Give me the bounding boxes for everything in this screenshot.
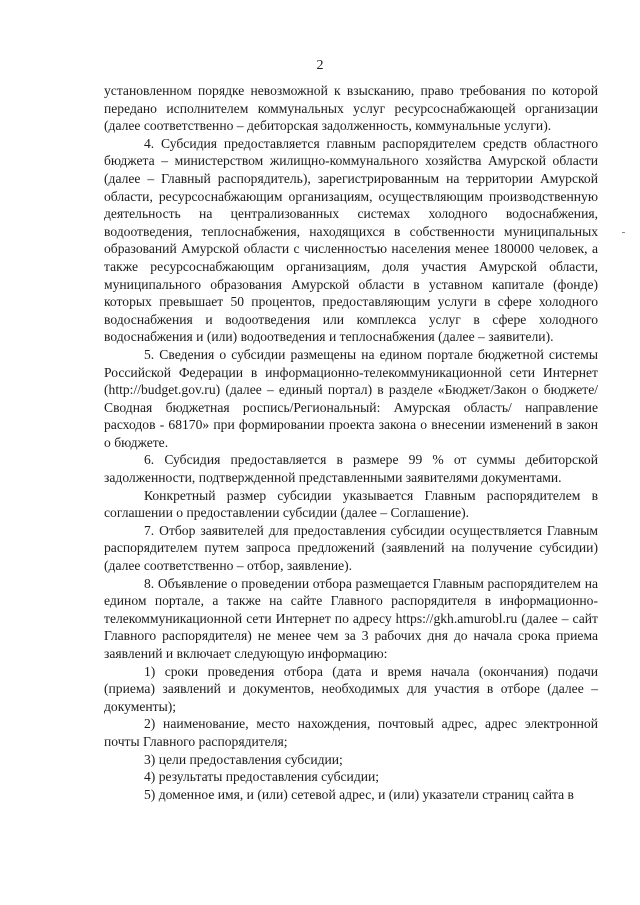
- paragraph-intro: установленном порядке невозможной к взысканию, право требования по которой передано исполнителем коммунальных услуг ресурсоснабжающей организации (далее соответственно – дебиторская задолженность, коммунальные услуги).: [104, 83, 598, 134]
- paragraph-5: 5. Сведения о субсидии размещены на едином портале бюджетной системы Российской Федерации в информационно-телекоммуникационной сети Интернет (http://budget.gov.ru) (далее – единый портал) в разделе «Бюджет/Закон о бюджете/Сводная бюджетная роспись/Региональный: Амурская область/ направление расходов - 68170» при формировании проекта закона о внесении изменений в закон о бюджете.: [104, 346, 598, 450]
- paragraph-4: 4. Субсидия предоставляется главным распорядителем средств областного бюджета – министерством жилищно-коммунального хозяйства Амурской области (далее – Главный распорядитель), зарегистрированным на территории Амурской области, ресурсоснабжающим организациям, осуществляющим производственную деятельность на централизованных системах холодного водоснабжения, водоотведения, теплоснабжения, находящихся в собственности муниципальных образований Амурской области с численностью населения менее 180000 человек, а также ресурсоснабжающим организациям, доля участия Амурской области, муниципального образования Амурской области в уставном капитале (фонде) которых превышает 50 процентов, предоставляющим услуги в сфере холодного водоснабжения и водоотведения или комплекса услуг в сфере холодного водоснабжения и (или) водоотведения и теплоснабжения (далее – заявители).: [104, 135, 598, 345]
- page-number: 2: [316, 58, 324, 73]
- paragraph-6: 6. Субсидия предоставляется в размере 99 % от суммы дебиторской задолженности, подтвержденной представленными заявителями документами.: [104, 452, 598, 486]
- paragraph-7: 7. Отбор заявителей для предоставления субсидии осуществляется Главным распорядителем путем запроса предложений (заявлений на получение субсидии) (далее соответственно – отбор, заявление).: [104, 522, 598, 574]
- scan-artifact: [622, 232, 625, 233]
- paragraph-8: 8. Объявление о проведении отбора размещается Главным распорядителем на едином портале, а также на сайте Главного распорядителя в информационно-телекоммуникационной сети Интернет по адресу https://gkh.amurobl.ru (далее – сайт Главного распорядителя) не менее чем за 3 рабочих дня до начала срока приема заявлений и включает следующую информацию:: [104, 575, 598, 661]
- list-item-2: 2) наименование, место нахождения, почтовый адрес, адрес электронной почты Главного распорядителя;: [104, 716, 598, 749]
- list-item-4: 4) результаты предоставления субсидии;: [144, 769, 380, 785]
- document-body: [104, 82, 598, 803]
- list-item-1: 1) сроки проведения отбора (дата и время начала (окончания) подачи (приема) заявлений и документов, необходимых для участия в отборе (далее – документы);: [104, 663, 598, 714]
- list-item-3: 3) цели предоставления субсидии;: [144, 751, 343, 767]
- paragraph-6-continued: Конкретный размер субсидии указывается Главным распорядителем в соглашении о предоставлении субсидии (далее – Соглашение).: [104, 487, 598, 521]
- list-item-5: 5) доменное имя, и (или) сетевой адрес, и (или) указатели страниц сайта в: [144, 786, 574, 802]
